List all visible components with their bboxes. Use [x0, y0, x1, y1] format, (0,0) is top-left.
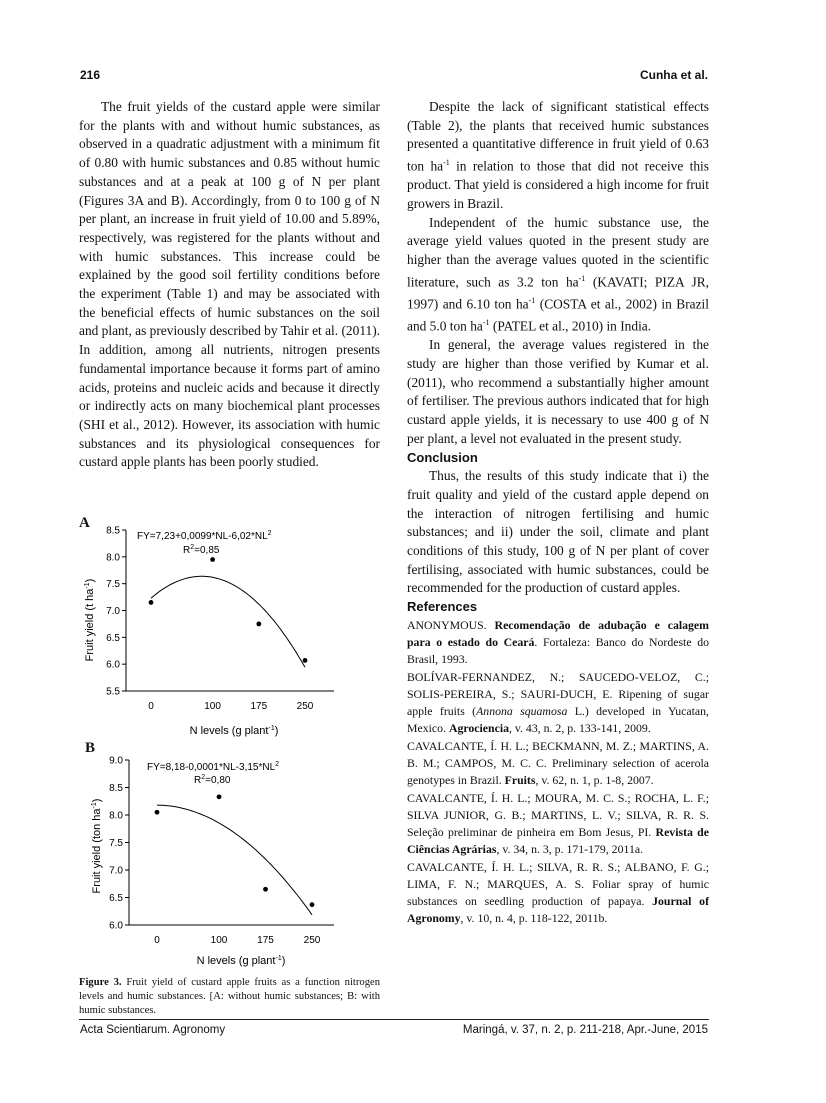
reference-item: BOLÍVAR-FERNANDEZ, N.; SAUCEDO-VELOZ, C.; SOLIS-PEREIRA, S.; SAURI-DUCH, E. Ripening of sugar apple fruits (Annona squamosa L.) developed in Yucatan, Mexico. Agrociencia, v. 43, n. 2, p. 133-141, 2009. — [407, 669, 709, 735]
data-point — [263, 887, 268, 892]
footer-citation: Maringá, v. 37, n. 2, p. 211-218, Apr.-June, 2015 — [462, 1024, 708, 1036]
fit-equation: $FY=7,23+0,0099*NL-6,02*NL^2$ — [137, 530, 272, 542]
x-tick-label: 175 — [250, 701, 268, 712]
y-tick-label: 9.0 — [109, 755, 123, 767]
ylabel: Fruit yield (t $ha^{-1}$) — [84, 578, 96, 662]
y-tick-label: 7.0 — [106, 606, 120, 617]
x-tick-label: 175 — [257, 935, 274, 946]
data-point — [210, 557, 215, 562]
y-tick-label: 6.5 — [106, 632, 120, 644]
reference-item: CAVALCANTE, Í. H. L.; BECKMANN, M. Z.; MARTINS, A. B. M.; CAMPOS, M. C. C. Preliminary selection of acerola genotypes in Brazil. Fruits, v. 62, n. 1, p. 1-8, 2007. — [407, 738, 709, 787]
y-tick-label: 7.0 — [109, 865, 123, 877]
figure-caption: Figure 3. Fruit yield of custard apple fruits as a function nitrogen levels and humic substances. [A: without humic substances; B: with humic substances. — [79, 977, 380, 1016]
r-squared: $R^2=0,85$ — [183, 544, 220, 556]
reference-list — [407, 617, 709, 927]
y-tick-label: 7.5 — [106, 579, 120, 591]
figure-3b-chart — [79, 750, 380, 975]
y-tick-label: 6.5 — [109, 893, 123, 904]
figure-3a-chart — [79, 520, 380, 745]
section-heading-conclusion: Conclusion — [407, 449, 478, 465]
fit-curve — [157, 805, 312, 915]
xlabel: N levels (g plant$^{-1}$) — [196, 955, 286, 967]
x-tick-label: 250 — [296, 701, 314, 712]
panel-label-b: B — [85, 740, 96, 756]
body-paragraph: Despite the lack of significant statistical effects (Table 2), the plants that received humic substances presented a quantitative difference in fruit yield of 0.63 ton $ha^{-1}$ in relation to those that did not receive this product. That yield is considered a high income for fruit growers in Brazil. — [407, 99, 709, 211]
r-squared: $R^2=0,80$ — [194, 774, 231, 786]
left-column — [79, 98, 380, 472]
footer-journal: Acta Scientiarum. Agronomy — [80, 1024, 226, 1036]
x-tick-label: 100 — [204, 701, 221, 712]
page-number: 216 — [80, 68, 101, 82]
body-paragraph: In general, the average values registered in the study are higher than those verified by Kumar et al. (2011), who recommend a substantially higher amount of fertiliser. The previous authors indicated that for high custard apple yields, it is necessary to use 400 g of N per plant, a level not evaluated in the present study. — [407, 337, 709, 446]
data-point — [256, 622, 261, 627]
x-tick-label: 0 — [154, 935, 160, 946]
body-paragraph: The fruit yields of the custard apple were similar for the plants with and without humic substances, as observed in a quadratic adjustment with a minimum fit of 0.80 with humic substances and 0.85 without humic substances and at a peak at 100 g of N per plant (Figures 3A and B). Accordingly, from 0 to 100 g of N per plant, an increase in fruit yield of 10.00 and 5.89%, respectively, was registered for the plants without and with humic substances. This increase could be explained by the good soil fertility conditions before the experiment (Table 1) and may be associated with the beneficial effects of humic substances on the soil and plant, as previously described by Tahir et al. (2011). In addition, among all nutrients, nitrogen presents fundamental importance because it forms part of amino acids, proteins and nucleic acids and because it directly or indirectly acts on many biochemical plant processes (SHI et al., 2012). However, its association with humic substances and its physiological consequences for custard apple plants has been poorly studied. — [79, 99, 381, 470]
y-tick-label: 7.5 — [109, 838, 123, 849]
data-point — [310, 902, 315, 907]
reference-item: CAVALCANTE, Í. H. L.; SILVA, R. R. S.; ALBANO, F. G.; LIMA, F. N.; MARQUES, A. S. Foliar spray of humic substances on seedling production of papaya. Journal of Agronomy, v. 10, n. 4, p. 118-122, 2011b. — [407, 859, 709, 925]
body-paragraph: Independent of the humic substance use, the average yield values quoted in the present study are higher than the average values quoted in the scientific literature, such as 3.2 ton $ha^{-1}$ (KAVATI; PIZA JR, 1997) and 6.10 ton $ha^{-1}$ (COSTA et al., 2002) in Brazil and 5.0 ton $ha^{-1}$ (PATEL et al., 2010) in India. — [407, 214, 709, 334]
y-tick-label: 6.0 — [106, 659, 120, 671]
section-heading-references: References — [407, 599, 478, 615]
x-tick-label: 100 — [210, 935, 228, 946]
x-tick-label: 250 — [303, 935, 321, 946]
x-tick-label: 0 — [148, 701, 154, 712]
reference-item: ANONYMOUS. Recomendação de adubação e calagem para o estado do Ceará. Fortaleza: Banco do Nordeste do Brasil, 1993. — [407, 617, 709, 666]
xlabel: N levels (g plant$^{-1}$) — [189, 725, 279, 737]
right-column — [407, 98, 709, 928]
fit-equation: $FY=8,18-0,0001*NL-3,15*NL^2$ — [147, 761, 280, 773]
ylabel: Fruit yield (ton $ha^{-1}$) — [91, 798, 103, 894]
y-tick-label: 8.5 — [106, 525, 120, 537]
reference-item: CAVALCANTE, Í. H. L.; MOURA, M. C. S.; ROCHA, L. F.; SILVA JUNIOR, G. B.; MARTINS, L. V.; SILVA, R. R. S. Seleção preliminar de pinheira em Bom Jesus, PI. Revista de Ciências Agrárias, v. 34, n. 3, p. 171-179, 2011a. — [407, 790, 709, 856]
data-point — [303, 658, 308, 663]
fit-curve — [151, 576, 305, 667]
y-tick-label: 8.0 — [109, 810, 123, 822]
data-point — [149, 600, 154, 605]
y-tick-label: 5.5 — [106, 686, 120, 698]
y-tick-label: 8.0 — [106, 552, 120, 564]
panel-label-a: A — [79, 515, 90, 531]
data-point — [217, 794, 222, 799]
conclusion-paragraph: Thus, the results of this study indicate that i) the fruit quality and yield of the custard apple depend on the interaction of nitrogen fertilising and humic substances; and ii) under the soil, climate and plant conditions of this study, 100 g of N per plant of cover fertilising, associated with humic substances, could be recommended for the production of custard apples. — [407, 468, 709, 596]
y-tick-label: 8.5 — [109, 783, 123, 794]
footer-rule — [79, 1019, 709, 1020]
y-tick-label: 6.0 — [109, 920, 123, 932]
running-header-authors: Cunha et al. — [639, 68, 708, 82]
data-point — [155, 810, 160, 815]
